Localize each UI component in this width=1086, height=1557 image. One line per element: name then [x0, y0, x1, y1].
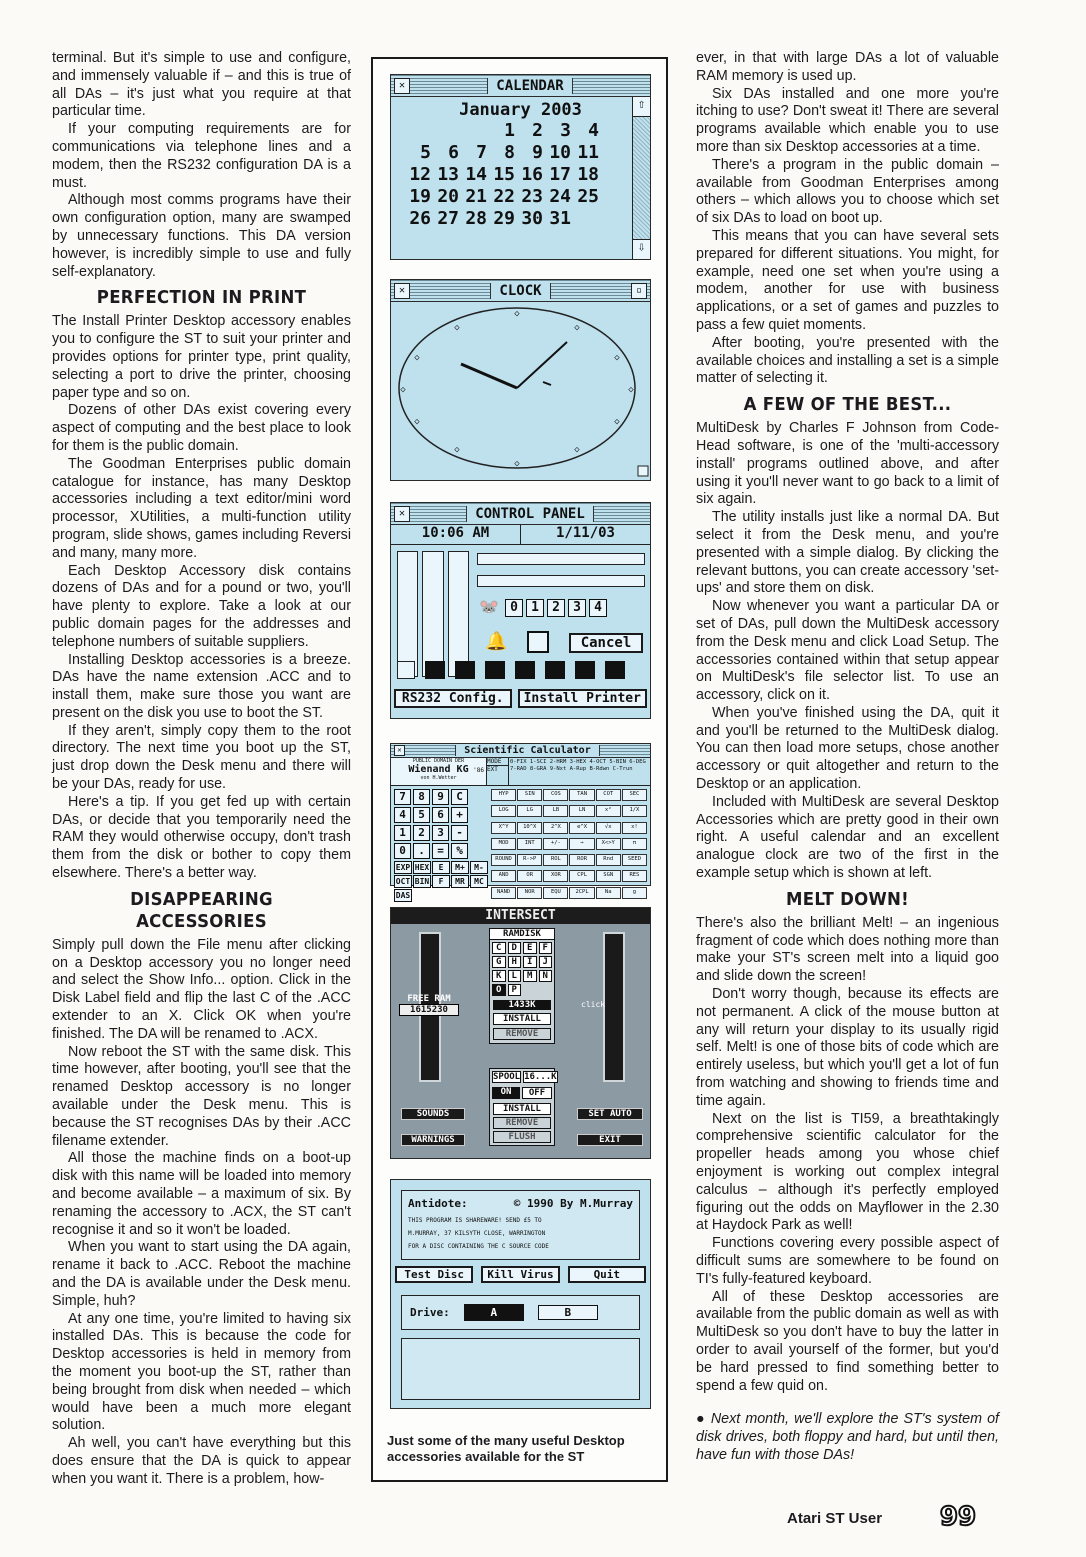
calc-scientific-key[interactable]: 2CPL [569, 887, 594, 899]
calendar-day: 15 [493, 164, 515, 185]
calendar-day: 22 [493, 186, 515, 207]
calc-function-key[interactable]: EXP [395, 863, 411, 872]
calendar-day: 23 [521, 186, 543, 207]
paragraph: Each Desktop Accessory disk contains dozens of DAs and for a pound or two, you'll have plenty to explore. Take a look at our public domain pages for the addresses and telephone numbers of suitable suppliers. [52, 562, 351, 650]
paragraph: When you want to start using the DA again, rename it back to .ACC. Reboot the machine and the DA is available under the Desk menu. Simple, huh? [52, 1239, 351, 1309]
calc-scientific-key[interactable]: TAN [569, 789, 594, 801]
install-button[interactable]: INSTALL [493, 1013, 551, 1025]
paragraph: Dozens of other DAs exist covering every aspect of computing and the best place to look for them is the public domain. [52, 402, 351, 454]
calc-key[interactable]: 8 [413, 789, 430, 805]
calc-scientific-key[interactable]: LN [569, 805, 594, 817]
calc-year: '86 [473, 767, 484, 774]
magazine-name: Atari ST User [787, 1510, 883, 1527]
calendar-day: 27 [437, 208, 459, 229]
spool-value: 16...K [524, 1072, 557, 1082]
paragraph: Installing Desktop accessories is a breeze. DAs have the name extension .ACC and to install them, make sure those you want are present on the disk you use to boot the ST. [52, 651, 351, 721]
calendar-day: 14 [465, 164, 487, 185]
window-title: CONTROL PANEL [466, 506, 594, 522]
paragraph: Included with MultiDesk are several Desktop Accessories which are pretty good in their own right. A useful calendar and an excellent analogue clock are two of the first in the example setup which is shown at left. [696, 793, 999, 882]
calc-key[interactable]: 2 [413, 825, 430, 841]
antidote-copyright: © 1990 By M.Murray [513, 1197, 633, 1210]
calc-scientific-key[interactable]: → [569, 838, 594, 850]
date-display[interactable]: 1/11/03 [555, 525, 615, 541]
intersect-window [390, 907, 651, 1159]
warnings-button[interactable]: WARNINGS [401, 1134, 465, 1146]
calc-key[interactable]: 1 [394, 825, 411, 841]
calendar-day: 2 [532, 120, 543, 141]
clock-window [390, 279, 651, 481]
calendar-day: 29 [493, 208, 515, 229]
calc-scientific-key[interactable]: MOD [491, 838, 516, 850]
svg-text:◇: ◇ [400, 385, 406, 395]
drive-letter-button[interactable]: I [523, 956, 537, 968]
double-click-option[interactable]: 3 [568, 599, 586, 617]
kill-virus-button[interactable]: Kill Virus [481, 1266, 559, 1283]
double-click-option[interactable]: 0 [505, 599, 523, 617]
ramdisk-label: RAMDISK [490, 929, 554, 940]
right-column [696, 50, 999, 1465]
left-column [52, 50, 351, 1489]
antidote-window [390, 1179, 651, 1409]
footnote-text: Next month, we'll explore the ST's system of disk drives, both floppy and hard, but until then, have fun with those DAs! [696, 1411, 1000, 1463]
drive-letter-button[interactable]: K [492, 970, 506, 982]
double-click-option[interactable]: 4 [589, 599, 607, 617]
calc-scientific-key[interactable]: +/- [543, 838, 568, 850]
section-heading: DISAPPEARING ACCESSORIES [130, 888, 273, 932]
calendar-day [431, 120, 459, 141]
paragraph: Here's a tip. If you get fed up with certain DAs, or decide that you temporarily need the RAM they would otherwise occupy, don't trash them from the disk or bother to copy them elsewhere. There's a better way. [52, 793, 351, 882]
svg-text:◇: ◇ [514, 309, 520, 319]
paragraph: All of these Desktop accessories are available from the public domain as well as with MultiDesk so you don't have to buy the latter in order to avail yourself of the former, but you'd be hard pressed to find something better to spend a few quid on. [696, 1288, 999, 1394]
calc-key[interactable]: 6 [432, 807, 449, 823]
paragraph: MultiDesk by Charles F Johnson from Code-Head software, is one of the 'multi-accessory install' programs outlined above, and after using it you'll never want to go back to a limit of six again. [696, 420, 999, 508]
calc-brand-sub: von H.Wetter [420, 775, 457, 781]
paragraph: If your computing requirements are for communications via telephone lines and a modem, then the RS232 configuration DA is a must. [52, 121, 351, 191]
calc-scientific-key[interactable]: √x [596, 822, 621, 834]
antidote-title: Antidote: [408, 1197, 468, 1210]
calendar-day: 10 [549, 142, 571, 163]
figure-panel [371, 57, 668, 1482]
drive-letter-button[interactable]: H [508, 956, 522, 968]
double-click-option[interactable]: 1 [526, 599, 544, 617]
fullsize-box-icon[interactable]: ▫ [631, 283, 647, 299]
page-number-text: 99 [939, 1502, 977, 1532]
click-label: click [581, 1000, 606, 1009]
calendar-day: 4 [588, 120, 599, 141]
calc-scientific-key[interactable]: XOR [543, 870, 568, 882]
paragraph: Now reboot the ST with the same disk. This time however, after booting, you'll see that the renamed Desktop accessory is no longer available under the Desk menu. This is because the ST recognises DAs by their .ACC filename extender. [52, 1043, 351, 1149]
calendar-day: 12 [409, 164, 431, 185]
calc-function-key[interactable]: MR [451, 875, 469, 888]
calc-function-key[interactable]: HEX [414, 863, 430, 872]
paragraph: ever, in that with large DAs a lot of valuable RAM memory is used up. [696, 50, 999, 84]
calc-scientific-key[interactable]: SEED [622, 854, 647, 866]
sounds-button[interactable]: SOUNDS [401, 1108, 465, 1120]
calendar-day: 5 [420, 142, 431, 163]
calc-scientific-key[interactable]: R->P [517, 854, 542, 866]
window-title: CLOCK [490, 283, 550, 299]
quit-button[interactable]: Quit [568, 1266, 646, 1283]
arrow-down-icon[interactable]: ⇩ [633, 239, 650, 259]
calendar-day: 16 [521, 164, 543, 185]
calc-scientific-key[interactable]: LG [517, 805, 542, 817]
svg-text:◇: ◇ [454, 323, 460, 333]
calc-scientific-key[interactable]: NAND [491, 887, 516, 899]
svg-text:◇: ◇ [454, 445, 460, 455]
calc-function-key[interactable]: OCT [395, 877, 411, 886]
cancel-button[interactable]: Cancel [569, 633, 643, 653]
calc-scientific-key[interactable]: NOR [517, 887, 542, 899]
window-title: INTERSECT [391, 908, 650, 924]
calc-scientific-key[interactable]: RES [622, 870, 647, 882]
window-title: Scientific Calculator [455, 745, 599, 756]
calendar-day [459, 120, 487, 141]
paragraph: terminal. But it's simple to use and configure, and immensely valuable if – and this is true of all DAs – it's just what you require at that particular time. [52, 50, 351, 120]
spool-remove-button[interactable]: REMOVE [493, 1117, 551, 1129]
calc-scientific-key[interactable]: 2^X [543, 822, 568, 834]
window-title: CALENDAR [487, 78, 572, 94]
section-heading: MELT DOWN! [786, 888, 909, 910]
mode-button[interactable]: MODE [487, 758, 508, 766]
drive-selector[interactable] [490, 940, 554, 998]
calendar-day [571, 208, 599, 229]
rs232-config-button[interactable]: RS232 Config. [394, 689, 512, 708]
bullet-icon: ● [696, 1411, 711, 1428]
svg-text:◇: ◇ [614, 417, 620, 427]
status-area [401, 1338, 640, 1400]
calc-function-key[interactable]: MC [470, 875, 488, 888]
calc-scientific-key[interactable]: ROUND [491, 854, 516, 866]
calc-key[interactable]: 3 [432, 825, 449, 841]
close-box-icon[interactable]: ✕ [394, 283, 410, 299]
calc-key[interactable]: 5 [413, 807, 430, 823]
ramdisk-size: 1433K [493, 1000, 551, 1010]
calendar-day: 8 [504, 142, 515, 163]
calendar-day: 31 [549, 208, 571, 229]
paragraph: The utility installs just like a normal DA. But select it from the Desk menu, and you're presented with a simple dialog. By clicking the relevant buttons, you can create accessory 'set-ups' and store them on disk. [696, 509, 999, 597]
calendar-day: 18 [577, 164, 599, 185]
drive-letter-button[interactable]: M [523, 970, 537, 982]
spool-install-button[interactable]: INSTALL [493, 1103, 551, 1115]
mouse-speed-icon: 🐭 [479, 597, 499, 616]
calc-scientific-key[interactable]: 1/X [622, 805, 647, 817]
flush-button[interactable]: FLUSH [493, 1131, 551, 1143]
calc-scientific-key[interactable]: e^X [569, 822, 594, 834]
calendar-day [403, 120, 431, 141]
svg-text:◇: ◇ [414, 353, 420, 363]
calc-key[interactable]: C [451, 789, 468, 805]
calculator-window [390, 743, 651, 900]
drive-letter-button[interactable]: P [508, 984, 522, 996]
calc-scientific-key[interactable]: LOG [491, 805, 516, 817]
bell-icon[interactable]: 🔔 [485, 631, 508, 652]
close-box-icon[interactable]: ✕ [394, 506, 410, 522]
next-month-note [696, 1411, 999, 1464]
figure-caption: Just some of the many useful Desktop accessories available for the ST [387, 1433, 625, 1464]
paragraph: Simply pull down the File menu after clicking on a Desktop accessory you no longer need and select the Show Info... option. Click in the Disk Label field and flip the last C of the .ACC extender to an X. Click OK when you're finished. The DA will be renamed to .ACX. [52, 936, 351, 1042]
paragraph: Now whenever you want a particular DA or set of DAs, pull down the MultiDesk accessory from the Desk menu and click Load Setup. The accessories contained within that setup appear on MultiDesk's file selector list. To use an accessory, click on it. [696, 598, 999, 704]
svg-text:◇: ◇ [414, 417, 420, 427]
close-box-icon[interactable]: ✕ [394, 745, 405, 756]
calc-scientific-key[interactable]: OR [517, 870, 542, 882]
paragraph: Don't worry though, because its effects are not permanent. A click of the mouse button at any will return your display to its usually rigid self. Melt! is one of those bits of code which are entirely useless, but which you'll get a lot of fun from watching and showing to friends time and time again. [696, 986, 999, 1109]
paragraph: There's also the brilliant Melt! – an ingenious fragment of code which does nothing more than make your ST's screen melt into a liquid goo and slide down the screen! [696, 914, 999, 985]
paragraph: Next on the list is TI59, a breathtakingly comprehensive scientific calculator for the propeller heads among you whose chief enjoyment is working out complex integral calculus – although it's perfectly employed figuring out the odds on Mayflower in the 2.30 at Haydock Park as well! [696, 1110, 999, 1234]
key-rate-slider[interactable] [477, 575, 645, 587]
paragraph: Functions covering every possible aspect of difficult sums are somewhere to be found on TI's fully-featured keyboard. [696, 1235, 999, 1287]
shareware-line: M.MURRAY, 37 KILSYTH CLOSE, WARRINGTON [408, 1230, 546, 1237]
calculator-scientific-keys[interactable] [491, 789, 647, 902]
calc-function-key[interactable]: E [432, 861, 450, 874]
paragraph: There's a program in the public domain – available from Goodman Enterprises among others – which allows you to choose which set of six DAs to load on boot up. [696, 156, 999, 227]
calc-scientific-key[interactable]: INT [517, 838, 542, 850]
calc-scientific-key[interactable]: LB [543, 805, 568, 817]
right-slider[interactable] [603, 932, 625, 1082]
calendar-grid [403, 120, 650, 229]
shareware-line: FOR A DISC CONTAINING THE C SOURCE CODE [408, 1243, 549, 1250]
calc-key[interactable]: % [451, 843, 468, 859]
drive-letter-button[interactable]: N [539, 970, 553, 982]
calendar-day: 24 [549, 186, 571, 207]
spool-off-button[interactable]: OFF [522, 1087, 552, 1099]
drive-letter-button[interactable]: C [492, 942, 506, 954]
calendar-month: January 2003 [459, 100, 582, 120]
install-printer-button[interactable]: Install Printer [518, 689, 647, 708]
svg-text:◇: ◇ [614, 353, 620, 363]
clock-face-icon [391, 302, 652, 480]
paragraph: Although most comms programs have their own configuration option, many are swamped by unnecessary functions. This DA version however, is incredibly simple to use and fully self-explanatory. [52, 192, 351, 280]
spool-on-button[interactable]: ON [492, 1087, 520, 1099]
calc-key[interactable]: 4 [394, 807, 411, 823]
calc-scientific-key[interactable]: SIN [517, 789, 542, 801]
calc-key[interactable]: 0 [394, 843, 411, 859]
calc-scientific-key[interactable]: COS [543, 789, 568, 801]
calc-scientific-key[interactable]: X^Y [491, 822, 516, 834]
calc-scientific-key[interactable]: EQU [543, 887, 568, 899]
svg-text:◇: ◇ [628, 385, 634, 395]
calc-function-key[interactable]: DAS [395, 891, 411, 900]
calendar-day: 1 [504, 120, 515, 141]
calendar-day: 9 [532, 142, 543, 163]
calendar-day: 6 [448, 142, 459, 163]
control-panel-window [390, 502, 651, 719]
paragraph: All those the machine finds on a boot-up disk with this name will be loaded into memory and become available – a maximum of six. By renaming the accessory to .ACX, the ST can't recognise it and so it won't be loaded. [52, 1150, 351, 1238]
calc-scientific-key[interactable]: π [622, 838, 647, 850]
calc-key[interactable]: = [432, 843, 449, 859]
calendar-day: 7 [476, 142, 487, 163]
paragraph: The Goodman Enterprises public domain catalogue for instance, has many Desktop accessories including a text editor/mini word processor, XUtilities, a multi-function utility program, slide shows, games including Reversi and many, many more. [52, 455, 351, 561]
key-repeat-slider[interactable] [477, 553, 645, 565]
calendar-window [390, 74, 651, 260]
calc-function-key[interactable]: BIN [414, 877, 430, 886]
calc-scientific-key[interactable]: CPL [569, 870, 594, 882]
calc-key[interactable]: . [413, 843, 430, 859]
drive-label: Drive: [410, 1306, 450, 1319]
calculator-function-row[interactable] [394, 861, 488, 902]
svg-text:◇: ◇ [574, 323, 580, 333]
time-display[interactable]: 10:06 AM [391, 525, 521, 544]
calc-scientific-key[interactable]: HYP [491, 789, 516, 801]
exit-button[interactable]: EXIT [577, 1134, 643, 1146]
drive-a-button[interactable]: A [464, 1304, 524, 1321]
calendar-day: 21 [465, 186, 487, 207]
calendar-day: 3 [560, 120, 571, 141]
paragraph: This means that you can have several sets prepared for different situations. You might, for example, need one set when you're using a modem, another for use with business applications, or a set of games and puzzles to pass a few quiet moments. [696, 227, 999, 333]
test-disc-button[interactable]: Test Disc [395, 1266, 473, 1283]
calc-function-key[interactable]: M+ [451, 861, 469, 874]
calendar-day: 25 [577, 186, 599, 207]
calc-scientific-key[interactable]: SGN [596, 870, 621, 882]
arrow-up-icon[interactable]: ⇧ [633, 97, 650, 117]
calc-scientific-key[interactable]: Rnd [596, 854, 621, 866]
calc-header-small: PUBLIC DOMAIN DER [412, 758, 465, 764]
free-ram-label: FREE RAM [407, 994, 451, 1004]
calc-key[interactable]: 9 [432, 789, 449, 805]
calc-scientific-key[interactable]: COT [596, 789, 621, 801]
drive-letter-button[interactable]: G [492, 956, 506, 968]
drive-letter-button[interactable]: F [539, 942, 553, 954]
set-auto-button[interactable]: SET AUTO [577, 1108, 643, 1120]
calc-mode-text: 0-FIX 1-SCI 2-HRM 3-HEX 4-OCT 5-BIN 6-DEG 7-RAD 8-GRA 9-Nxt A-Rup B-Rdwn C-Trun [510, 759, 646, 772]
svg-text:◇: ◇ [514, 459, 520, 469]
calc-scientific-key[interactable]: ROL [543, 854, 568, 866]
drive-letter-button[interactable]: J [539, 956, 553, 968]
paragraph: Six DAs installed and one more you're itching to use? Don't sweat it! There are several programs available which enable you to use more than six Desktop accessories at a time. [696, 85, 999, 155]
calc-function-key[interactable]: M- [470, 861, 488, 874]
paragraph: When you've finished using the DA, quit it and you'll be returned to the MultiDesk dialog. You can then load more setups, chose another accessory or quit altogether and return to the Desktop or an application. [696, 704, 999, 793]
calc-key[interactable]: + [451, 807, 468, 823]
double-click-selector[interactable] [505, 599, 607, 617]
paragraph: After booting, you're presented with the available choices and installing a set is a simple matter of selecting it. [696, 334, 999, 387]
calculator-keypad[interactable] [394, 789, 488, 859]
paragraph: Ah well, you can't have everything but this does ensure that the DA is quick to appear when you want it. There is a problem, how- [52, 1435, 351, 1487]
drive-letter-button[interactable]: L [508, 970, 522, 982]
calendar-day: 28 [465, 208, 487, 229]
calendar-day: 20 [437, 186, 459, 207]
section-heading: A FEW OF THE BEST... [743, 394, 952, 416]
drive-b-button[interactable]: B [538, 1305, 598, 1320]
calc-scientific-key[interactable]: x² [596, 805, 621, 817]
calc-scientific-key[interactable]: Na [596, 887, 621, 899]
paragraph: The Install Printer Desktop accessory enables you to configure the ST to suit your printer and provides options for printer type, print quality, selecting a port to drive the printer, choosing paper type and so on. [52, 313, 351, 401]
shareware-line: THIS PROGRAM IS SHAREWARE! SEND £5 TO [408, 1217, 542, 1224]
calendar-day: 17 [549, 164, 571, 185]
calc-scientific-key[interactable]: ROR [569, 854, 594, 866]
calendar-day: 19 [409, 186, 431, 207]
drive-letter-button[interactable]: D [508, 942, 522, 954]
calc-scientific-key[interactable]: SEC [622, 789, 647, 801]
calc-function-key[interactable]: F [432, 875, 450, 888]
calc-key[interactable]: 7 [394, 789, 411, 805]
calc-scientific-key[interactable]: AND [491, 870, 516, 882]
calendar-day: 13 [437, 164, 459, 185]
exit-button[interactable]: EXT [487, 766, 498, 773]
section-heading: PERFECTION IN PRINT [96, 287, 307, 309]
calc-scientific-key[interactable]: g [622, 887, 647, 899]
paragraph: If they aren't, simply copy them to the root directory. The next time you boot up the ST, just drop down the Desk menu and there will be your DAs, ready for use. [52, 722, 351, 793]
calendar-day: 30 [521, 208, 543, 229]
calc-scientific-key[interactable]: 10^X [517, 822, 542, 834]
close-box-icon[interactable]: ✕ [394, 78, 410, 94]
calendar-day: 11 [577, 142, 599, 163]
keyclick-icon[interactable] [527, 631, 549, 653]
svg-text:◇: ◇ [574, 445, 580, 455]
drive-letter-button[interactable]: O [492, 984, 506, 996]
calc-scientific-key[interactable]: X<>Y [596, 838, 621, 850]
paragraph: At any one time, you're limited to having six installed DAs. This is because the code for Desktop accessories is held in memory from the moment you boot-up the ST, rather than being brought from disk when needed – which would have been a much more elegant solution. [52, 1310, 351, 1434]
double-click-option[interactable]: 2 [547, 599, 565, 617]
calc-scientific-key[interactable]: x! [622, 822, 647, 834]
spool-label: SPOOL [493, 1072, 521, 1082]
remove-button[interactable]: REMOVE [493, 1028, 551, 1040]
calc-brand: Wienand KG [408, 764, 469, 775]
page-number [912, 1504, 1004, 1530]
free-ram-value: 1615230 [399, 1004, 459, 1016]
calendar-day: 26 [409, 208, 431, 229]
scrollbar[interactable] [632, 97, 650, 259]
drive-letter-button[interactable]: E [523, 942, 537, 954]
calc-key[interactable]: - [451, 825, 468, 841]
